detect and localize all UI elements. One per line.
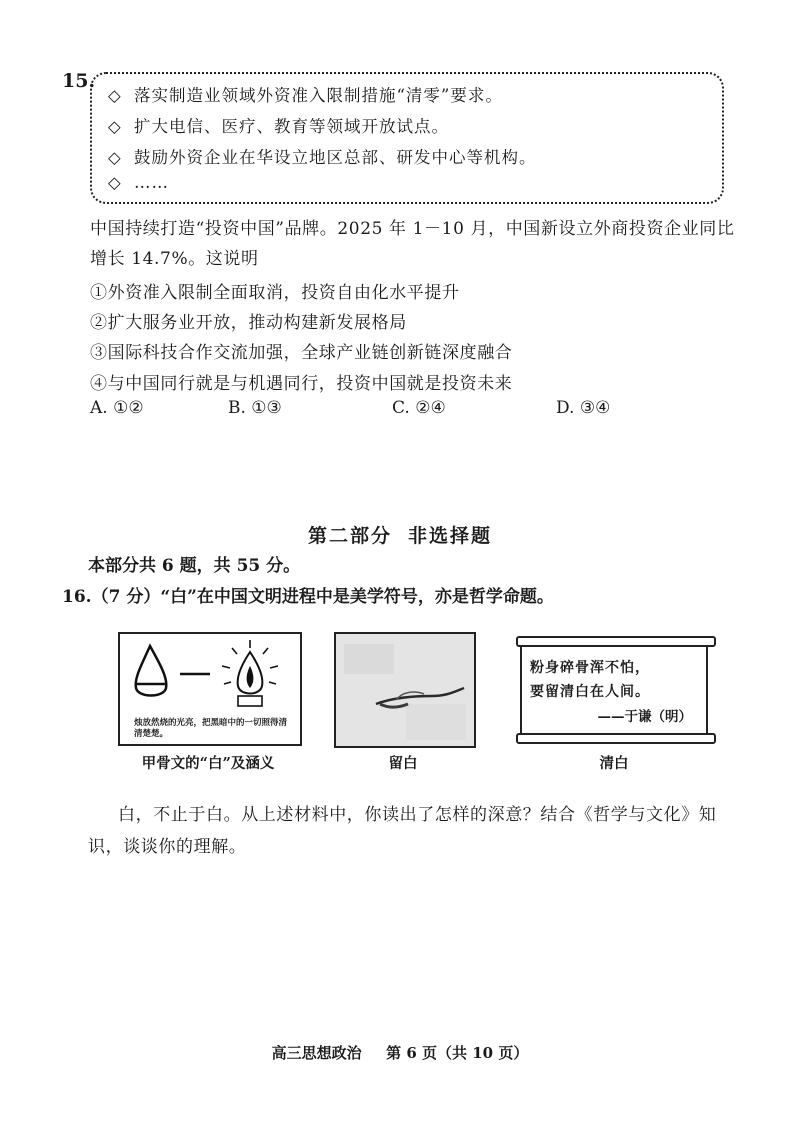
ink-brush-painting-icon bbox=[336, 634, 474, 746]
diamond-bullet-icon: ◇ bbox=[108, 86, 122, 105]
poem-line-1: 粉身碎骨浑不怕， bbox=[530, 660, 650, 676]
choice-b: B. ①③ bbox=[228, 398, 282, 418]
option-3: ③国际科技合作交流加强，全球产业链创新链深度融合 bbox=[90, 343, 513, 363]
option-1: ①外资准入限制全面取消，投资自由化水平提升 bbox=[90, 283, 460, 303]
footer-page-number: 第 6 页（共 10 页） bbox=[386, 1044, 529, 1062]
figure-2-caption: 留白 bbox=[388, 755, 418, 772]
policy-item-4: ◇ …… bbox=[108, 173, 169, 192]
diamond-bullet-icon: ◇ bbox=[108, 148, 122, 167]
policy-item-2: ◇ 扩大电信、医疗、教育等领域开放试点。 bbox=[108, 117, 449, 136]
diamond-bullet-icon: ◇ bbox=[108, 117, 122, 136]
question-16-header: 16.（7 分）“白”在中国文明进程中是美学符号，亦是哲学命题。 bbox=[62, 587, 554, 607]
question-15-stem-line2: 增长 14.7%。这说明 bbox=[90, 249, 259, 269]
option-4: ④与中国同行就是与机遇同行，投资中国就是投资未来 bbox=[90, 374, 513, 394]
part2-intro: 本部分共 6 题，共 55 分。 bbox=[88, 556, 301, 576]
choice-a: A. ①② bbox=[90, 398, 144, 418]
scroll-body bbox=[520, 645, 708, 735]
oracle-bone-explanation: 烛放然烧的光亮，把黑暗中的一切照得清清楚楚。 bbox=[134, 718, 288, 739]
figure-1-caption: 甲骨文的“白”及涵义 bbox=[141, 755, 275, 772]
oracle-bone-figure bbox=[118, 632, 302, 746]
poem-line-2: 要留清白在人间。 bbox=[530, 684, 650, 700]
figure-3-caption: 清白 bbox=[599, 755, 629, 772]
scroll-bottom-rod bbox=[516, 733, 716, 744]
question-16-prompt-line2: 识，谈谈你的理解。 bbox=[88, 837, 247, 857]
option-2: ②扩大服务业开放，推动构建新发展格局 bbox=[90, 313, 407, 333]
oracle-bone-bai-icon bbox=[120, 634, 300, 714]
diamond-bullet-icon: ◇ bbox=[108, 173, 122, 192]
policy-item-1: ◇ 落实制造业领域外资准入限制措施“清零”要求。 bbox=[108, 86, 503, 105]
question-16-prompt-line1: 白，不止于白。从上述材料中，你读出了怎样的深意？结合《哲学与文化》知 bbox=[118, 805, 717, 825]
footer-subject: 高三思想政治 bbox=[271, 1044, 362, 1062]
policy-list-box bbox=[90, 72, 724, 204]
part2-title: 第二部分 非选择题 bbox=[307, 525, 493, 547]
question-15-stem-line1: 中国持续打造“投资中国”品牌。2025 年 1－10 月，中国新设立外商投资企业同比 bbox=[90, 219, 735, 239]
poem-author: ——于谦（明） bbox=[597, 709, 692, 725]
choice-c: C. ②④ bbox=[392, 398, 446, 418]
policy-item-3: ◇ 鼓励外资企业在华设立地区总部、研发中心等机构。 bbox=[108, 148, 537, 167]
choice-d: D. ③④ bbox=[556, 398, 611, 418]
question-15-number: 15. bbox=[62, 70, 96, 92]
qingbai-scroll bbox=[516, 636, 712, 742]
page-footer bbox=[0, 1042, 800, 1063]
liubai-painting bbox=[334, 632, 476, 748]
